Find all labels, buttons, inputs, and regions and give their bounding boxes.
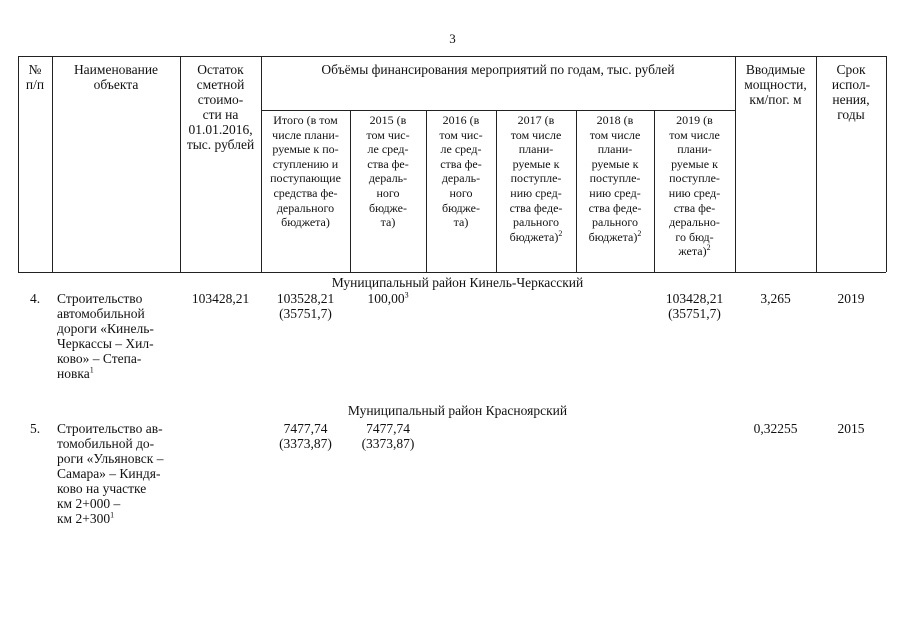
header-name: Наименование объекта — [73, 62, 159, 92]
header-2019: 2019 (в том числе плани- руемые к поступле- нию сред- ства фе- дерально- го бюд- жета)$^2$ — [668, 113, 721, 259]
row-5-2015: 7477,74 (3373,87) — [361, 421, 415, 451]
header-term: Срок испол- нения, годы — [831, 62, 871, 122]
row-4-2019: 103428,21 (35751,7) — [665, 291, 724, 321]
row-4-name: Строительство автомобильной дороги «Кинель- Черкассы – Хил- ково» – Степа- новка$^1$ — [57, 291, 154, 381]
header-2016: 2016 (в том чис- ле сред- ства фе- дераль- ного бюдже- та) — [439, 113, 483, 230]
row-5-total: 7477,74 (3373,87) — [279, 421, 332, 451]
row-4-total: 103528,21 (35751,7) — [276, 291, 335, 321]
row-5-term: 2015 — [837, 421, 865, 436]
header-volumes: Объёмы финансирования мероприятий по годам, тыс. рублей — [321, 62, 675, 77]
header-2018: 2018 (в том числе плани- руемые к поступле- нию сред- ства феде- рального бюджета)$^2$ — [588, 113, 642, 244]
row-4-term: 2019 — [837, 291, 865, 306]
header-total: Итого (в том числе плани- руемые к по- ступлению и поступающие средства фе- дерального бюджета) — [270, 113, 341, 230]
page-number: 3 — [449, 31, 456, 46]
section-title-krasnoyarsk: Муниципальный район Красноярский — [347, 403, 568, 418]
header-2017: 2017 (в том числе плани- руемые к поступле- нию сред- ства феде- рального бюджета)$^2$ — [509, 113, 563, 244]
row-5-num: 5. — [29, 421, 41, 436]
header-remainder: Остаток сметной стоимо- сти на 01.01.2016, тыс. рублей — [186, 62, 255, 152]
row-5-capacity: 0,32255 — [753, 421, 798, 436]
row-4-2015: 100,00$^3$ — [367, 290, 409, 306]
section-title-kinel: Муниципальный район Кинель-Черкасский — [331, 275, 584, 290]
header-capacity: Вводимые мощности, км/пог. м — [744, 62, 807, 107]
row-4-capacity: 3,265 — [760, 291, 791, 306]
header-num: № п/п — [25, 62, 45, 92]
row-4-remainder: 103428,21 — [191, 291, 250, 306]
header-2015: 2015 (в том чис- ле сред- ства фе- дераль- ного бюдже- та) — [366, 113, 410, 230]
row-5-name: Строительство ав- томобильной до- роги «Ульяновск – Самара» – Киндя- ково на участке км 2+000 – км $2+300^1$ — [57, 421, 164, 526]
row-4-num: 4. — [29, 291, 41, 306]
